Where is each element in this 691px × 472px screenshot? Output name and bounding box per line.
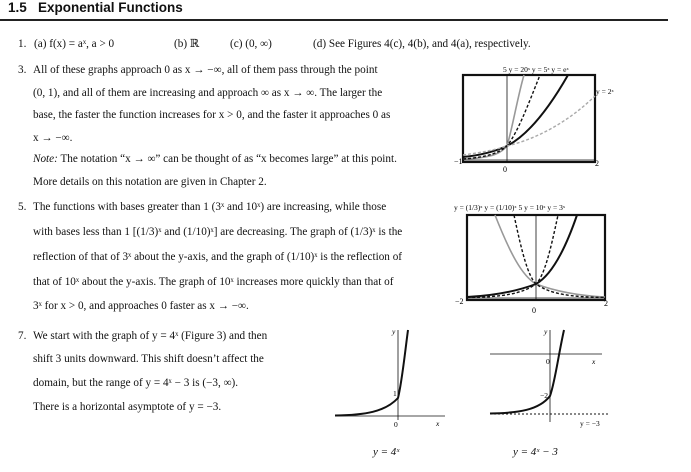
graph-top-labels: 5 y = 20ˣ y = 5ˣ y = eˣ <box>503 65 569 74</box>
x-axis-label: x <box>592 357 596 366</box>
text-line: x → −∞. <box>33 132 73 144</box>
origin-label: 0 <box>532 306 536 315</box>
answer-b: (b) ℝ <box>174 38 200 50</box>
graph-right-label: y = 2ˣ <box>596 87 614 96</box>
note-label: Note: <box>33 153 58 165</box>
x-max-label: 2 <box>604 299 608 308</box>
problem-number: 7. <box>18 330 27 342</box>
x-min-label: −2 <box>455 297 464 306</box>
y-axis-label: y <box>392 327 396 336</box>
section-header <box>0 0 691 20</box>
text-line: with bases less than 1 [(1/3)ˣ and (1/10)ˣ] are decreasing. The graph of (1/3)ˣ is the <box>33 226 403 238</box>
text-line: shift 3 units downward. This shift doesn’t affect the <box>33 353 264 365</box>
text-line: We start with the graph of y = 4ˣ (Figure 3) and then <box>33 330 268 342</box>
graph-problem-3 <box>440 60 630 180</box>
header-rule <box>0 19 668 21</box>
y-axis-label: y <box>544 327 548 336</box>
problem-number: 3. <box>18 64 27 76</box>
graph-frame <box>463 75 595 162</box>
graph-4x-minus-3 <box>484 322 614 434</box>
text-line: 3ˣ for x > 0, and approaches 0 faster as x → −∞. <box>33 300 249 312</box>
answer-a: (a) f(x) = aˣ, a > 0 <box>34 38 115 50</box>
graph-problem-5 <box>450 198 650 318</box>
y-intercept-label: 1 <box>393 389 397 398</box>
curve-one-third-x <box>495 215 605 297</box>
text-line: (0, 1), and all of them are increasing and approach ∞ as x → ∞. The larger the <box>33 87 383 99</box>
text-line: All of these graphs approach 0 as x → −∞, all of them pass through the point <box>33 64 378 76</box>
curve-2x <box>463 96 595 155</box>
graph-caption: y = 4ˣ <box>373 446 400 458</box>
text-line: reflection of that of 3ˣ about the y-axis, and the graph of (1/10)ˣ is the reflection of <box>33 251 403 263</box>
note-line <box>33 152 397 166</box>
curve-20x <box>463 75 524 159</box>
note-text: The notation “x → ∞” can be thought of as “x becomes large” at this point. <box>57 153 397 165</box>
text-line: domain, but the range of y = 4ˣ − 3 is (−3, ∞). <box>33 377 239 389</box>
problem-number: 1. <box>18 38 27 50</box>
graph-4x <box>330 322 450 434</box>
curve-5x <box>463 75 540 159</box>
origin-label: 0 <box>546 357 550 366</box>
text-line: base, the faster the function increases for x > 0, and the faster it approaches 0 as <box>33 109 391 121</box>
answer-d: (d) See Figures 4(c), 4(b), and 4(a), respectively. <box>313 38 531 50</box>
answer-c: (c) (0, ∞) <box>230 38 272 50</box>
curve-4x-minus-3 <box>490 330 564 414</box>
graph-caption: y = 4ˣ − 3 <box>513 446 558 458</box>
curve-ex <box>463 75 568 157</box>
asymptote-label: y = −3 <box>580 419 600 428</box>
origin-label: 0 <box>503 165 507 174</box>
curve-4x <box>335 330 408 416</box>
curve-3x <box>467 215 577 297</box>
x-axis-label: x <box>436 419 440 428</box>
note-line: More details on this notation are given in Chapter 2. <box>33 176 267 188</box>
section-title: 1.5 Exponential Functions <box>8 0 183 15</box>
text-line: that of 10ˣ about the y-axis. The graph of 10ˣ increases more quickly than that of <box>33 276 394 288</box>
minus-two-label: −2 <box>540 391 548 400</box>
x-max-label: 2 <box>595 159 599 168</box>
x-min-label: −1 <box>454 157 463 166</box>
text-line: There is a horizontal asymptote of y = −3. <box>33 401 222 413</box>
origin-label: 0 <box>394 420 398 429</box>
problem-number: 5. <box>18 201 27 213</box>
graph-top-labels: y = (1/3)ˣ y = (1/10)ˣ 5 y = 10ˣ y = 3ˣ <box>454 203 565 212</box>
text-line: The functions with bases greater than 1 (3ˣ and 10ˣ) are increasing, while those <box>33 201 387 213</box>
